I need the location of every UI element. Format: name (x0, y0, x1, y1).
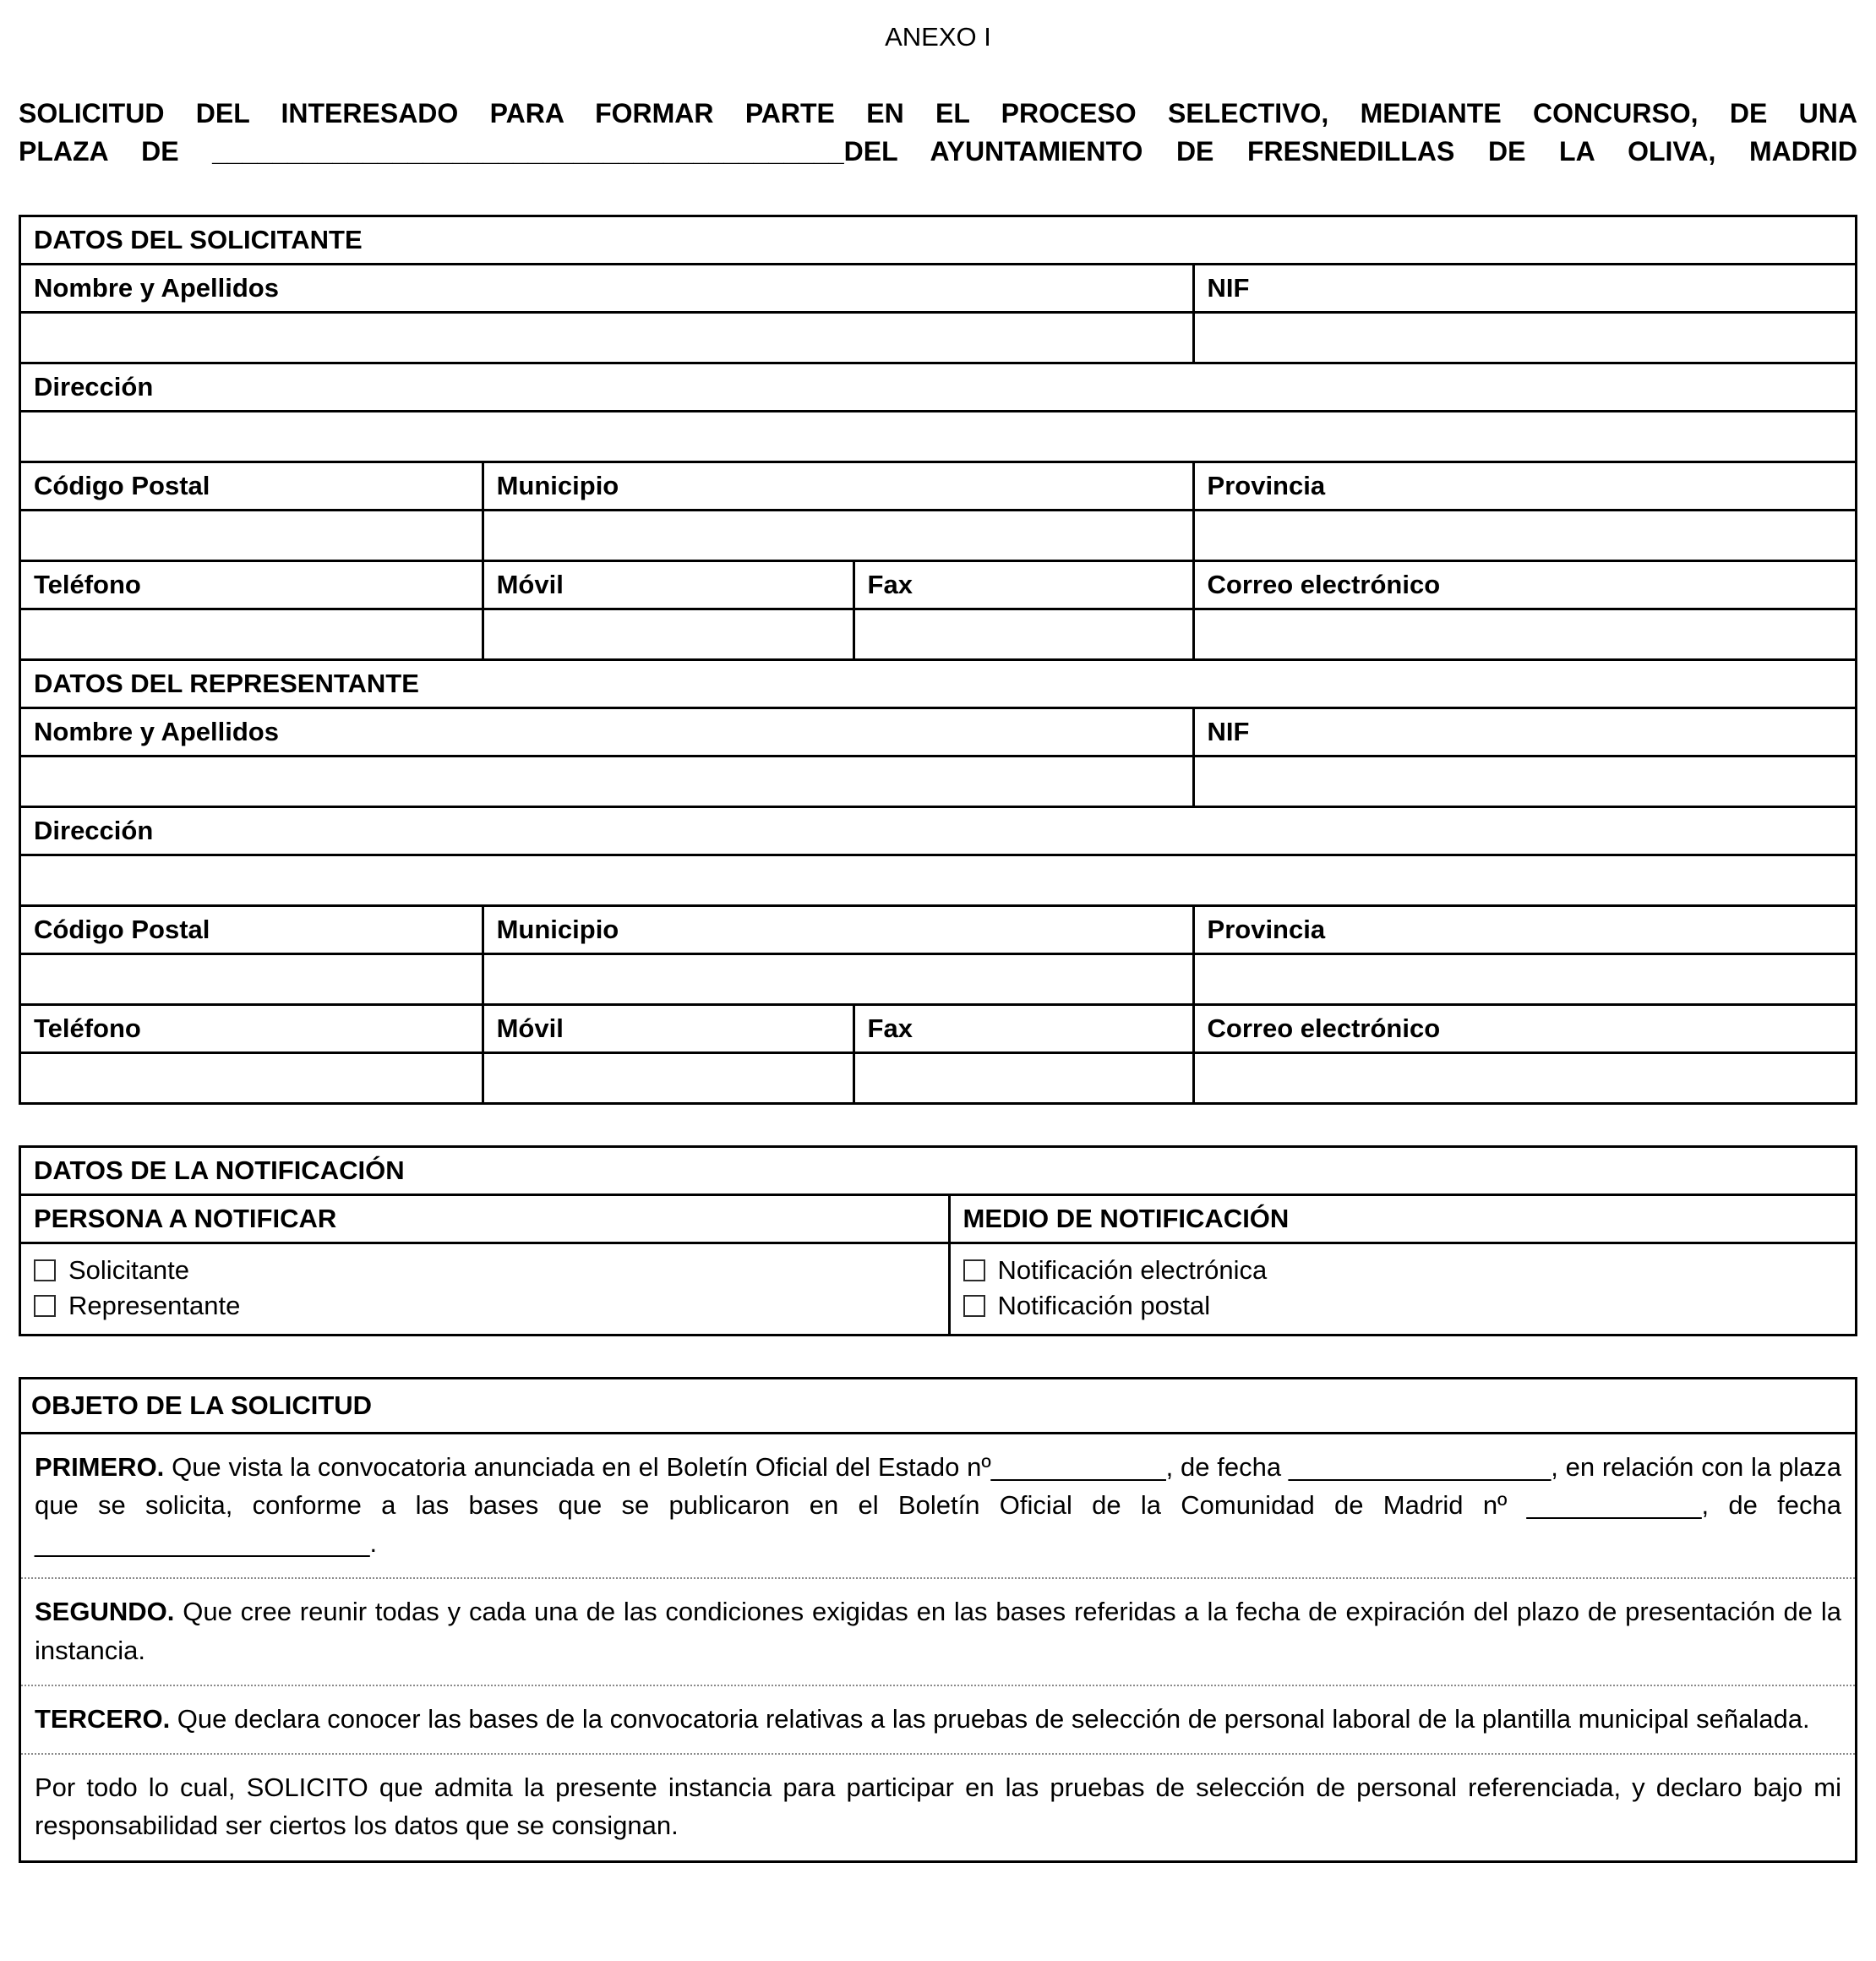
solicitante-telefono-input[interactable] (20, 609, 483, 659)
option-notificacion-postal-label: Notificación postal (997, 1290, 1211, 1320)
representante-provincia-input[interactable] (1193, 953, 1856, 1004)
segundo-clause (21, 1577, 1855, 1685)
intro-heading (19, 95, 1857, 171)
solicitante-correo-input[interactable] (1193, 609, 1856, 659)
representante-nombre-input[interactable] (20, 756, 1194, 806)
solicitante-direccion-label: Dirección (20, 363, 1857, 411)
solicitante-cp-label-row (20, 462, 1857, 510)
representante-section-row (20, 659, 1857, 707)
notificacion-postal-checkbox-icon[interactable] (963, 1295, 985, 1317)
representante-telefono-input[interactable] (20, 1052, 483, 1103)
medio-de-notificacion-header: MEDIO DE NOTIFICACIÓN (949, 1194, 1856, 1243)
intro-line-1: SOLICITUD DEL INTERESADO PARA FORMAR PARTE EN EL PROCESO SELECTIVO, MEDIANTE CONCURSO, DE UNA (19, 98, 1857, 128)
cierre-paragraph (21, 1753, 1855, 1860)
solicitante-nombre-input-row (20, 312, 1857, 363)
solicitante-provincia-input[interactable] (1193, 510, 1856, 560)
primero-lead: PRIMERO. (35, 1451, 165, 1482)
option-notificar-representante[interactable] (34, 1288, 935, 1324)
option-notificacion-postal[interactable] (963, 1288, 1842, 1324)
notificacion-section-title: DATOS DE LA NOTIFICACIÓN (20, 1146, 1857, 1194)
solicitante-provincia-label: Provincia (1193, 462, 1856, 510)
segundo-text: Que cree reunir todas y cada una de las condiciones exigidas en las bases referidas a la fecha de expiración del plazo de presentación de la instancia. (35, 1597, 1841, 1665)
representante-checkbox-icon[interactable] (34, 1295, 56, 1317)
persona-a-notificar-header: PERSONA A NOTIFICAR (20, 1194, 950, 1243)
medio-options-cell (949, 1243, 1856, 1335)
solicitante-checkbox-icon[interactable] (34, 1259, 56, 1281)
primero-clause (21, 1434, 1855, 1578)
tercero-text: Que declara conocer las bases de la convocatoria relativas a las pruebas de selección de personal laboral de la plantilla municipal señalada. (170, 1703, 1810, 1734)
solicitante-direccion-input-row (20, 411, 1857, 462)
solicitante-nif-input[interactable] (1193, 312, 1856, 363)
solicitante-municipio-input[interactable] (483, 510, 1193, 560)
tercero-lead: TERCERO. (35, 1703, 171, 1734)
objeto-section-title: OBJETO DE LA SOLICITUD (21, 1379, 1855, 1434)
representante-telefono-input-row (20, 1052, 1857, 1103)
solicitante-telefono-label: Teléfono (20, 560, 483, 609)
representante-direccion-input-row (20, 855, 1857, 905)
option-notificar-solicitante-label: Solicitante (68, 1254, 190, 1285)
intro-line-2: PLAZA DE __________________________________________DEL AYUNTAMIENTO DE FRESNEDILLAS DE LA OLIVA, MADRID (19, 135, 1857, 167)
solicitante-codigo-postal-input[interactable] (20, 510, 483, 560)
representante-nombre-label: Nombre y Apellidos (20, 707, 1194, 756)
solicitante-nombre-label: Nombre y Apellidos (20, 264, 1194, 312)
segundo-lead: SEGUNDO. (35, 1597, 175, 1627)
representante-fax-input[interactable] (853, 1052, 1193, 1103)
solicitante-section-row (20, 216, 1857, 264)
notificacion-headers-row (20, 1194, 1857, 1243)
option-notificar-representante-label: Representante (68, 1290, 241, 1320)
representante-section-title: DATOS DEL REPRESENTANTE (20, 659, 1857, 707)
objeto-section (19, 1377, 1857, 1863)
representante-nif-label: NIF (1193, 707, 1856, 756)
primero-text: Que vista la convocatoria anunciada en el Boletín Oficial del Estado nº____________, de fecha __________________, en relación con la plaza que se solicita, conforme a las bases que se publicaron en el Boletín Oficial de la Comunidad de Madrid nº ____________, de fecha _______________________. (35, 1451, 1841, 1559)
representante-correo-input[interactable] (1193, 1052, 1856, 1103)
notificacion-electronica-checkbox-icon[interactable] (963, 1259, 985, 1281)
representante-telefono-label-row (20, 1004, 1857, 1052)
solicitante-correo-label: Correo electrónico (1193, 560, 1856, 609)
option-notificar-solicitante[interactable] (34, 1253, 935, 1288)
annex-title: ANEXO I (885, 22, 991, 52)
solicitante-telefono-label-row (20, 560, 1857, 609)
option-notificacion-electronica-label: Notificación electrónica (997, 1254, 1268, 1285)
option-notificacion-electronica[interactable] (963, 1253, 1842, 1288)
representante-municipio-label: Municipio (483, 905, 1193, 953)
representante-direccion-label: Dirección (20, 806, 1857, 855)
solicitante-fax-label: Fax (853, 560, 1193, 609)
representante-provincia-label: Provincia (1193, 905, 1856, 953)
tercero-clause (21, 1685, 1855, 1753)
representante-cp-label-row (20, 905, 1857, 953)
representante-fax-label: Fax (853, 1004, 1193, 1052)
representante-nif-input[interactable] (1193, 756, 1856, 806)
representante-movil-label: Móvil (483, 1004, 853, 1052)
notificacion-section-row (20, 1146, 1857, 1194)
solicitante-telefono-input-row (20, 609, 1857, 659)
representante-correo-label: Correo electrónico (1193, 1004, 1856, 1052)
representante-cp-input-row (20, 953, 1857, 1004)
representante-municipio-input[interactable] (483, 953, 1193, 1004)
persona-options-cell (20, 1243, 950, 1335)
solicitante-cp-input-row (20, 510, 1857, 560)
solicitante-nif-label: NIF (1193, 264, 1856, 312)
representante-codigo-postal-input[interactable] (20, 953, 483, 1004)
representante-telefono-label: Teléfono (20, 1004, 483, 1052)
notification-table (19, 1145, 1857, 1336)
solicitante-codigo-postal-label: Código Postal (20, 462, 483, 510)
solicitante-direccion-label-row (20, 363, 1857, 411)
representante-nombre-input-row (20, 756, 1857, 806)
applicant-data-table (19, 215, 1857, 1105)
cierre-text: Por todo lo cual, SOLICITO que admita la presente instancia para participar en las pruebas de selección de personal referenciada, y declaro bajo mi responsabilidad ser ciertos los datos que se consignan. (35, 1773, 1841, 1841)
representante-nombre-label-row (20, 707, 1857, 756)
representante-direccion-label-row (20, 806, 1857, 855)
solicitante-nombre-label-row (20, 264, 1857, 312)
solicitante-movil-input[interactable] (483, 609, 853, 659)
solicitante-section-title: DATOS DEL SOLICITANTE (20, 216, 1857, 264)
solicitante-fax-input[interactable] (853, 609, 1193, 659)
representante-movil-input[interactable] (483, 1052, 853, 1103)
representante-direccion-input[interactable] (20, 855, 1857, 905)
representante-codigo-postal-label: Código Postal (20, 905, 483, 953)
solicitante-municipio-label: Municipio (483, 462, 1193, 510)
solicitante-movil-label: Móvil (483, 560, 853, 609)
solicitante-direccion-input[interactable] (20, 411, 1857, 462)
notificacion-options-row (20, 1243, 1857, 1335)
solicitante-nombre-input[interactable] (20, 312, 1194, 363)
